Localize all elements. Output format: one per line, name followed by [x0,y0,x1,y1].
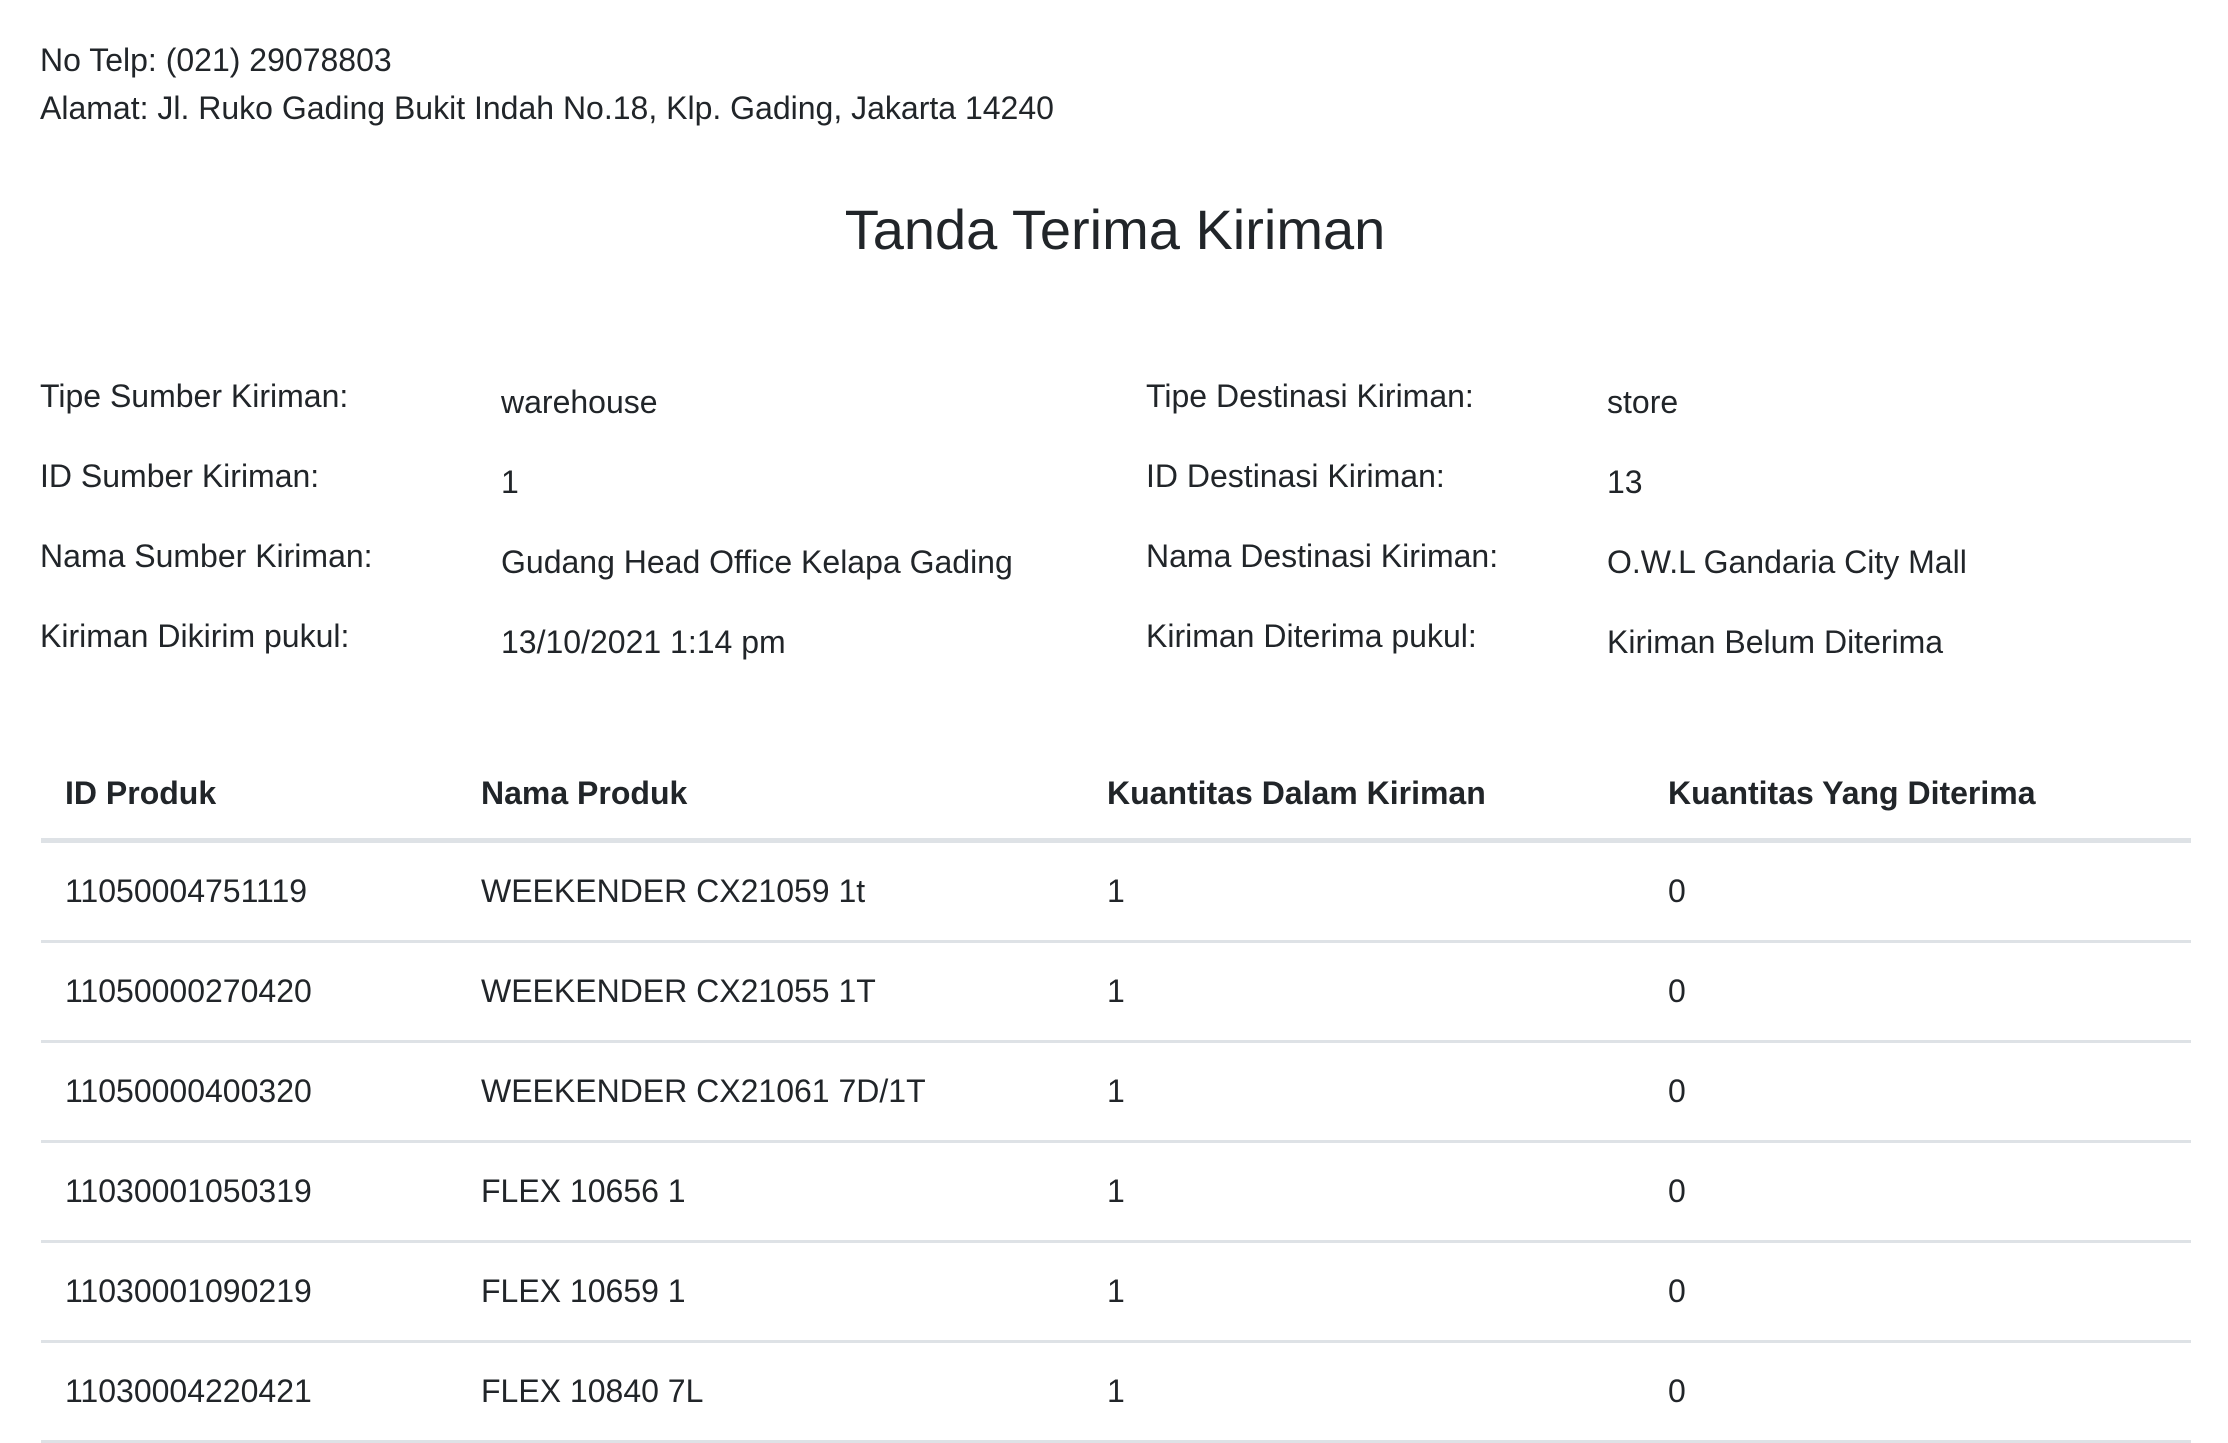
table-row [41,942,2191,1042]
source-name-value: Gudang Head Office Kelapa Gading [501,544,1013,580]
table-row [41,841,2191,942]
header-product-name: Nama Produk [457,748,1083,841]
quantity-shipped-cell: 1 [1083,1342,1644,1442]
header-quantity-shipped: Kuantitas Dalam Kiriman [1083,748,1644,841]
product-name-cell: FLEX 10659 1 [457,1242,1083,1342]
quantity-received-cell: 0 [1644,1342,2191,1442]
company-contact [40,36,1054,132]
quantity-received-cell: 0 [1644,1242,2191,1342]
source-type-label: Tipe Sumber Kiriman: [40,378,349,414]
product-name-cell: WEEKENDER CX21061 7D/1T [457,1042,1083,1142]
quantity-received-cell: 0 [1644,841,2191,942]
header-quantity-received: Kuantitas Yang Diterima [1644,748,2191,841]
destination-name-label: Nama Destinasi Kiriman: [1146,538,1499,574]
received-time-value: Kiriman Belum Diterima [1607,624,1944,660]
table-row [41,1142,2191,1242]
source-id-value: 1 [501,464,519,500]
table-row [41,1042,2191,1142]
destination-name-value: O.W.L Gandaria City Mall [1607,544,1967,580]
product-id-cell: 11050000270420 [41,942,457,1042]
quantity-received-cell: 0 [1644,942,2191,1042]
table-header-row [41,748,2191,841]
company-phone: No Telp: (021) 29078803 [40,42,392,78]
source-name-label: Nama Sumber Kiriman: [40,538,373,574]
page-title: Tanda Terima Kiriman [844,198,1386,261]
quantity-shipped-cell: 1 [1083,1242,1644,1342]
sent-time-value: 13/10/2021 1:14 pm [501,624,786,660]
quantity-shipped-cell: 1 [1083,841,1644,942]
product-id-cell: 11050004751119 [41,841,457,942]
product-name-cell: FLEX 10840 7L [457,1342,1083,1442]
product-id-cell: 11030004220421 [41,1342,457,1442]
sent-time-label: Kiriman Dikirim pukul: [40,618,350,654]
quantity-shipped-cell: 1 [1083,942,1644,1042]
destination-id-value: 13 [1607,464,1643,500]
product-name-cell: WEEKENDER CX21055 1T [457,942,1083,1042]
source-type-value: warehouse [501,384,658,420]
destination-type-label: Tipe Destinasi Kiriman: [1146,378,1474,414]
product-name-cell: FLEX 10656 1 [457,1142,1083,1242]
product-name-cell: WEEKENDER CX21059 1t [457,841,1083,942]
table-row [41,1342,2191,1442]
header-product-id: ID Produk [41,748,457,841]
quantity-received-cell: 0 [1644,1142,2191,1242]
products-table [41,748,2191,1443]
destination-type-value: store [1607,384,1679,420]
table-row [41,1242,2191,1342]
quantity-shipped-cell: 1 [1083,1042,1644,1142]
destination-id-label: ID Destinasi Kiriman: [1146,458,1445,494]
quantity-shipped-cell: 1 [1083,1142,1644,1242]
product-id-cell: 11030001090219 [41,1242,457,1342]
company-address: Alamat: Jl. Ruko Gading Bukit Indah No.18, Klp. Gading, Jakarta 14240 [40,90,1054,126]
quantity-received-cell: 0 [1644,1042,2191,1142]
product-id-cell: 11030001050319 [41,1142,457,1242]
product-id-cell: 11050000400320 [41,1042,457,1142]
source-id-label: ID Sumber Kiriman: [40,458,320,494]
received-time-label: Kiriman Diterima pukul: [1146,618,1477,654]
